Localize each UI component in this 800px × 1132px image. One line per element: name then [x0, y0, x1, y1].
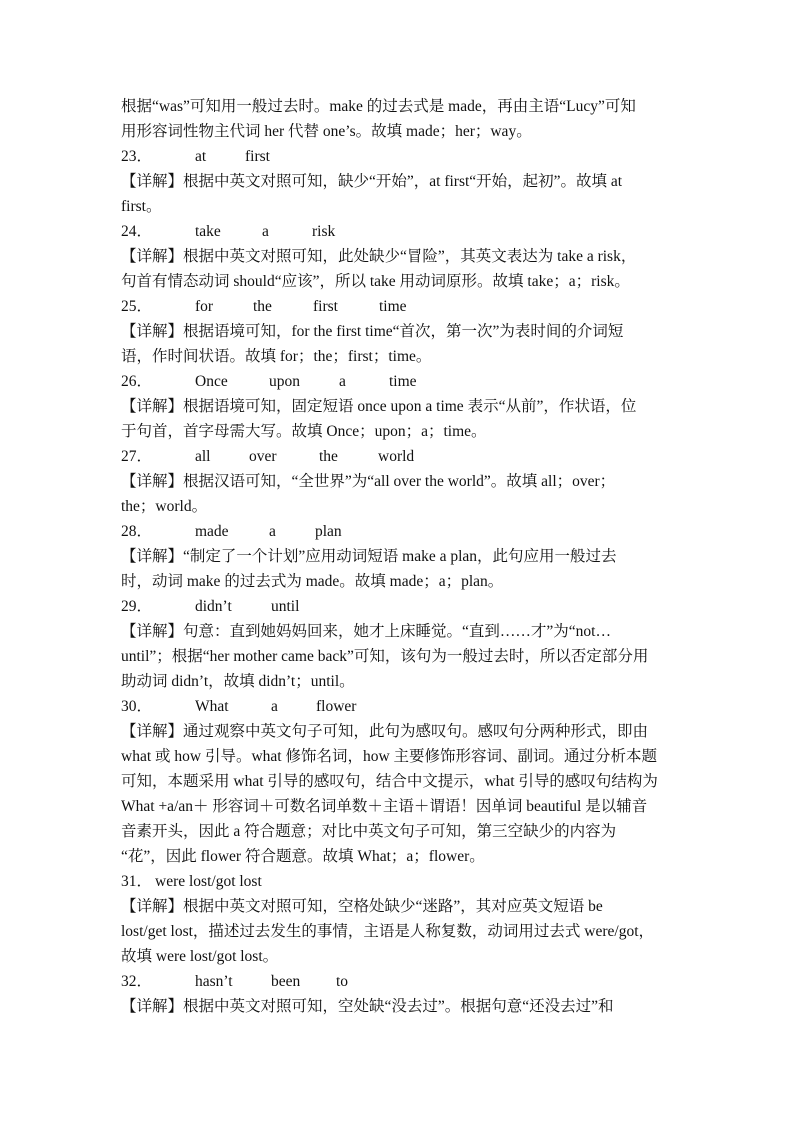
detail-line: 【详解】根据中英文对照可知，空格处缺少“迷路”，其对应英文短语 be — [121, 898, 603, 915]
detail-line: 于句首，首字母需大写。故填 Once；upon；a；time。 — [121, 423, 487, 440]
answer-word: a — [339, 373, 346, 390]
detail-line: 【详解】根据语境可知，for the first time“首次，第一次”为表时间的介词短 — [121, 323, 624, 340]
answer-word: hasn’t — [195, 973, 233, 990]
answer-word: the — [319, 448, 338, 465]
detail-line: 助动词 didn’t，故填 didn’t；until。 — [121, 673, 355, 690]
answer-word: made — [195, 523, 229, 540]
answer-word: upon — [269, 373, 300, 390]
question-number: 29． — [121, 598, 153, 615]
detail-line: the；world。 — [121, 498, 208, 515]
detail-line: until”；根据“her mother came back”可知，该句为一般过去时，所以否定部分用 — [121, 648, 649, 665]
detail-line: lost/get lost，描述过去发生的事情，主语是人称复数，动词用过去式 were/got， — [121, 923, 655, 940]
detail-line: 句首有情态动词 should“应该”，所以 take 用动词原形。故填 take；a；risk。 — [121, 273, 630, 290]
question-number: 25． — [121, 298, 153, 315]
question-number: 26． — [121, 373, 153, 390]
intro-line: 用形容词性物主代词 her 代替 one’s。故填 made；her；way。 — [121, 123, 532, 140]
answer-word: a — [269, 523, 276, 540]
answer-word: world — [378, 448, 415, 465]
detail-line: 【详解】根据中英文对照可知，缺少“开始”，at first“开始，起初”。故填 at — [121, 173, 623, 190]
question-number: 23． — [121, 148, 153, 165]
answer-word: plan — [315, 523, 342, 540]
detail-line: 语，作时间状语。故填 for；the；first；time。 — [121, 348, 432, 365]
intro-line: 根据“was”可知用一般过去时。make 的过去式是 made，再由主语“Lucy”可知 — [121, 98, 636, 115]
detail-line: 【详解】根据汉语可知，“全世界”为“all over the world”。故填 all；over； — [121, 473, 616, 490]
detail-line: 时，动词 make 的过去式为 made。故填 made；a；plan。 — [121, 573, 504, 590]
answer-word: at — [195, 148, 207, 165]
detail-line: 【详解】根据语境可知，固定短语 once upon a time 表示“从前”，作状语，位 — [121, 398, 637, 415]
detail-line: 【详解】根据中英文对照可知，空处缺“没去过”。根据句意“还没去过”和 — [121, 998, 614, 1015]
answer-word: Once — [195, 373, 228, 390]
answer-word: first — [313, 298, 338, 315]
detail-line: 【详解】根据中英文对照可知，此处缺少“冒险”，其英文表达为 take a risk， — [121, 248, 637, 265]
answer-word: first — [245, 148, 270, 165]
detail-line: first。 — [121, 198, 162, 215]
answer-word: flower — [316, 698, 357, 715]
detail-line: 音素开头，因此 a 符合题意；对比中英文句子可知，第三空缺少的内容为 — [121, 823, 617, 840]
answer-word: take — [195, 223, 221, 240]
answer-word: were lost/got lost — [155, 873, 262, 890]
detail-line: 故填 were lost/got lost。 — [121, 948, 279, 965]
question-number: 30． — [121, 698, 153, 715]
answer-word: time — [379, 298, 407, 315]
answer-word: What — [195, 698, 229, 715]
detail-line: 【详解】“制定了一个计划”应用动词短语 make a plan，此句应用一般过去 — [121, 548, 617, 565]
answer-word: been — [271, 973, 301, 990]
answer-word: for — [195, 298, 214, 315]
answer-word: a — [271, 698, 278, 715]
answer-word: didn’t — [195, 598, 232, 615]
question-number: 31． — [121, 873, 153, 890]
question-number: 32． — [121, 973, 153, 990]
detail-line: “花”，因此 flower 符合题意。故填 What；a；flower。 — [121, 848, 485, 865]
answer-word: to — [336, 973, 349, 990]
question-number: 24． — [121, 223, 153, 240]
detail-line: what 或 how 引导。what 修饰名词，how 主要修饰形容词、副词。通过分析本题 — [121, 748, 658, 765]
question-number: 28． — [121, 523, 153, 540]
question-number: 27． — [121, 448, 153, 465]
answer-word: over — [249, 448, 277, 465]
answer-word: time — [389, 373, 417, 390]
detail-line: 可知，本题采用 what 引导的感叹句，结合中文提示，what 引导的感叹句结构为 — [121, 773, 658, 790]
detail-line: 【详解】句意：直到她妈妈回来，她才上床睡觉。“直到……才”为“not… — [121, 623, 611, 640]
answer-word: risk — [312, 223, 336, 240]
answer-word: until — [271, 598, 300, 615]
detail-line: 【详解】通过观察中英文句子可知，此句为感叹句。感叹句分两种形式，即由 — [121, 723, 649, 740]
answer-word: all — [195, 448, 211, 465]
answer-word: the — [253, 298, 272, 315]
detail-line: What +a/an＋ 形容词＋可数名词单数＋主语＋谓语！因单词 beautiful 是以辅音 — [121, 798, 648, 815]
answer-word: a — [262, 223, 269, 240]
